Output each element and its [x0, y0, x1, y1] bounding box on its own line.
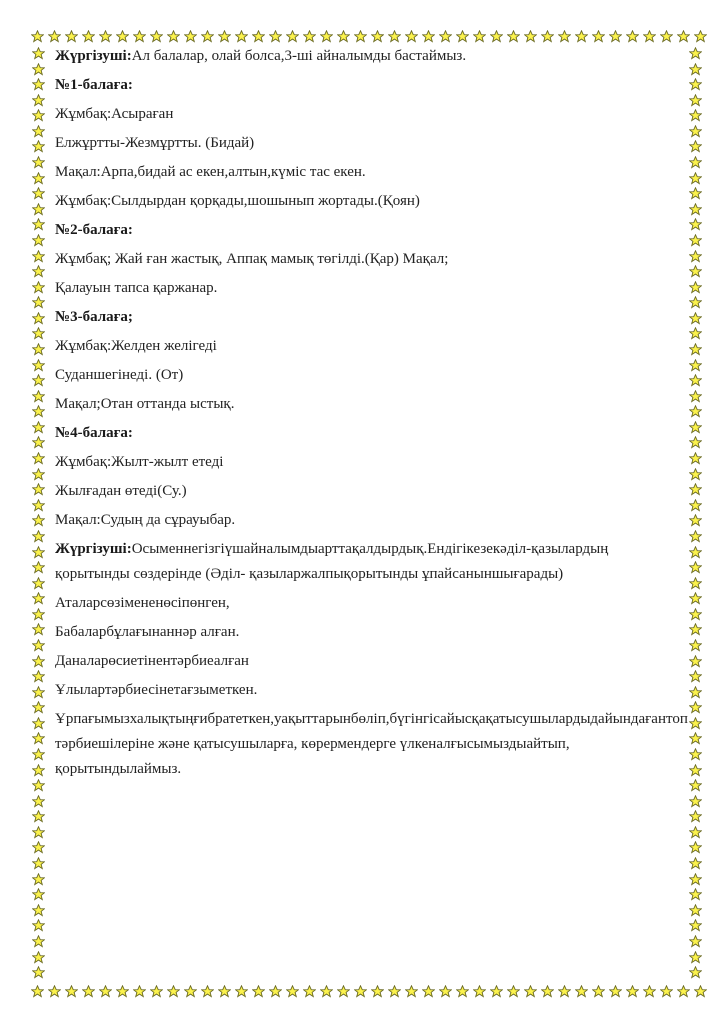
paragraph-bold: №2-балаға: [55, 222, 133, 238]
star-icon [456, 30, 469, 43]
star-icon [32, 203, 45, 216]
star-icon [32, 296, 45, 309]
star-icon [689, 405, 702, 418]
star-icon [689, 296, 702, 309]
star-icon [32, 686, 45, 699]
star-icon [32, 327, 45, 340]
star-icon [371, 985, 384, 998]
star-icon [32, 655, 45, 668]
star-icon [689, 94, 702, 107]
star-icon [405, 985, 418, 998]
star-icon [32, 172, 45, 185]
star-icon [558, 30, 571, 43]
star-icon [32, 919, 45, 932]
star-icon [32, 390, 45, 403]
star-icon [439, 985, 452, 998]
star-icon [689, 951, 702, 964]
star-icon [252, 30, 265, 43]
star-icon [116, 985, 129, 998]
star-icon [32, 374, 45, 387]
star-icon [32, 639, 45, 652]
star-icon [337, 985, 350, 998]
star-icon [32, 265, 45, 278]
star-icon [689, 888, 702, 901]
paragraph-text: Қалауын тапса қаржанар. [55, 280, 218, 296]
star-icon [32, 499, 45, 512]
star-icon [626, 30, 639, 43]
star-icon [32, 608, 45, 621]
paragraph-text: Мақал:Арпа,бидай ас екен,алтын,күміс тас екен. [55, 164, 366, 180]
star-icon [32, 312, 45, 325]
star-icon [184, 30, 197, 43]
star-icon [689, 436, 702, 449]
star-icon [689, 514, 702, 527]
star-icon [689, 623, 702, 636]
star-icon [32, 748, 45, 761]
paragraph [55, 421, 675, 446]
star-icon [689, 47, 702, 60]
star-icon [689, 670, 702, 683]
star-icon [689, 452, 702, 465]
star-icon [32, 935, 45, 948]
star-icon [31, 30, 44, 43]
star-icon [689, 374, 702, 387]
star-icon [32, 888, 45, 901]
paragraph [55, 620, 675, 645]
paragraph-text: Даналарөсиетінентәрбиеалған [55, 653, 249, 669]
star-icon [694, 985, 707, 998]
star-icon [32, 483, 45, 496]
star-icon [286, 985, 299, 998]
star-icon [32, 125, 45, 138]
paragraph-bold: №1-балаға: [55, 77, 133, 93]
star-icon [218, 30, 231, 43]
paragraph-text: Осыменнегізгіүшайналымдыарттақалдырдық.Ендігікезекәділ-қазылардың қорытынды сөздерінде (Әділ- қазыларжалпықорытынды ұпайсаныншығарады) [55, 541, 609, 582]
star-icon [677, 30, 690, 43]
paragraph-text: Жылғадан өтеді(Су.) [55, 483, 187, 499]
paragraph-bold: Жүргізуші: [55, 541, 132, 557]
star-icon [524, 985, 537, 998]
star-icon [689, 218, 702, 231]
star-icon [405, 30, 418, 43]
star-icon [689, 281, 702, 294]
star-icon [689, 359, 702, 372]
star-icon [65, 30, 78, 43]
star-icon [32, 841, 45, 854]
star-icon [201, 985, 214, 998]
star-icon [32, 951, 45, 964]
star-icon [689, 343, 702, 356]
star-icon [32, 623, 45, 636]
star-icon [32, 343, 45, 356]
star-icon [609, 985, 622, 998]
star-icon [150, 30, 163, 43]
paragraph-text: Жұмбақ:Желден желігеді [55, 338, 217, 354]
paragraph [55, 218, 675, 243]
star-icon [689, 732, 702, 745]
star-icon [689, 935, 702, 948]
star-icon [32, 732, 45, 745]
star-icon [689, 904, 702, 917]
star-icon [677, 985, 690, 998]
star-icon [337, 30, 350, 43]
star-icon [99, 985, 112, 998]
star-icon [689, 63, 702, 76]
star-icon [490, 30, 503, 43]
paragraph-text: Ұрпағымызхалықтыңғибратеткен,уақыттарынбөліп,бүгінгісайысқақатысушылардыдайындағантоп тәрбиешілеріне және қатысушыларға, көрермендерге үлкеналғысымыздыайтып, қорытындылаймыз. [55, 711, 688, 777]
star-icon [32, 514, 45, 527]
star-icon [150, 985, 163, 998]
star-icon [558, 985, 571, 998]
star-icon [689, 561, 702, 574]
star-icon [32, 94, 45, 107]
paragraph-text: Елжұртты-Жезмұртты. (Бидай) [55, 135, 255, 151]
paragraph [55, 649, 675, 674]
star-icon [354, 30, 367, 43]
star-icon [689, 78, 702, 91]
star-icon [269, 30, 282, 43]
star-icon [201, 30, 214, 43]
paragraph-text: Аталарсөзімененөсіпөнген, [55, 595, 230, 611]
star-icon [32, 140, 45, 153]
star-icon [609, 30, 622, 43]
star-icon [32, 452, 45, 465]
star-icon [32, 670, 45, 683]
star-icon [439, 30, 452, 43]
star-icon [32, 857, 45, 870]
star-icon [524, 30, 537, 43]
star-icon [541, 985, 554, 998]
star-icon [32, 234, 45, 247]
star-icon [32, 826, 45, 839]
paragraph-text: Ұлылартәрбиесінетағзыметкен. [55, 682, 258, 698]
star-icon [32, 47, 45, 60]
star-icon [689, 701, 702, 714]
star-icon [689, 919, 702, 932]
star-icon [592, 30, 605, 43]
paragraph [55, 247, 675, 272]
star-icon [689, 592, 702, 605]
star-icon [48, 30, 61, 43]
star-icon [32, 546, 45, 559]
star-icon [689, 779, 702, 792]
star-icon [82, 985, 95, 998]
star-icon [32, 156, 45, 169]
star-icon [388, 985, 401, 998]
star-icon [167, 985, 180, 998]
paragraph [55, 102, 675, 127]
star-icon [689, 873, 702, 886]
paragraph [55, 363, 675, 388]
paragraph-text: Жұмбақ:Жылт-жылт етеді [55, 454, 224, 470]
star-icon [32, 530, 45, 543]
star-icon [689, 686, 702, 699]
star-icon [48, 985, 61, 998]
paragraph [55, 189, 675, 214]
star-icon [388, 30, 401, 43]
star-icon [32, 218, 45, 231]
star-border-left [31, 47, 45, 980]
star-icon [235, 30, 248, 43]
paragraph [55, 707, 688, 782]
star-icon [689, 546, 702, 559]
paragraph-bold: №4-балаға: [55, 425, 133, 441]
paragraph-text: Суданшегінеді. (От) [55, 367, 184, 383]
star-icon [689, 826, 702, 839]
star-icon [32, 795, 45, 808]
star-icon [689, 390, 702, 403]
star-icon [592, 985, 605, 998]
star-icon [689, 608, 702, 621]
star-icon [32, 717, 45, 730]
star-icon [167, 30, 180, 43]
star-icon [490, 985, 503, 998]
paragraph-bold: №3-балаға; [55, 309, 133, 325]
star-icon [286, 30, 299, 43]
star-icon [303, 30, 316, 43]
star-icon [689, 841, 702, 854]
star-icon [32, 359, 45, 372]
star-icon [32, 78, 45, 91]
paragraph [55, 450, 675, 475]
paragraph-text: Жұмбақ; Жай ған жастық, Аппақ мамық төгілді.(Қар) Мақал; [55, 251, 449, 267]
star-icon [689, 421, 702, 434]
star-icon [689, 172, 702, 185]
star-icon [507, 985, 520, 998]
star-icon [269, 985, 282, 998]
paragraph [55, 131, 675, 156]
star-icon [507, 30, 520, 43]
star-icon [689, 966, 702, 979]
paragraph-text: Ал балалар, олай болса,3-ші айналымды бастаймыз. [131, 48, 467, 64]
star-icon [689, 530, 702, 543]
star-icon [473, 985, 486, 998]
star-icon [65, 985, 78, 998]
star-icon [116, 30, 129, 43]
star-icon [31, 985, 44, 998]
star-icon [694, 30, 707, 43]
star-icon [689, 795, 702, 808]
star-icon [133, 30, 146, 43]
star-icon [218, 985, 231, 998]
star-icon [32, 701, 45, 714]
star-icon [32, 561, 45, 574]
star-icon [32, 281, 45, 294]
star-icon [456, 985, 469, 998]
star-icon [32, 966, 45, 979]
paragraph [55, 276, 675, 301]
star-icon [689, 250, 702, 263]
star-icon [32, 187, 45, 200]
star-icon [689, 187, 702, 200]
star-icon [689, 140, 702, 153]
star-border-bottom [31, 984, 707, 998]
paragraph [55, 73, 675, 98]
star-icon [32, 421, 45, 434]
star-icon [689, 468, 702, 481]
star-icon [643, 985, 656, 998]
star-icon [689, 764, 702, 777]
star-icon [32, 405, 45, 418]
star-icon [689, 265, 702, 278]
star-icon [354, 985, 367, 998]
paragraph-text: Жұмбақ:Сылдырдан қорқады,шошынып жортады.(Қоян) [55, 193, 420, 209]
star-icon [689, 234, 702, 247]
star-icon [320, 30, 333, 43]
star-icon [133, 985, 146, 998]
star-icon [32, 764, 45, 777]
star-icon [689, 125, 702, 138]
star-icon [32, 873, 45, 886]
paragraph-text: Бабаларбұлағынаннәр алған. [55, 624, 240, 640]
star-icon [32, 592, 45, 605]
star-icon [320, 985, 333, 998]
paragraph [55, 334, 675, 359]
star-icon [689, 748, 702, 761]
star-icon [32, 436, 45, 449]
star-icon [626, 985, 639, 998]
star-icon [252, 985, 265, 998]
star-icon [32, 904, 45, 917]
paragraph-bold: Жүргізуші: [55, 48, 132, 64]
star-icon [371, 30, 384, 43]
star-icon [32, 109, 45, 122]
star-icon [82, 30, 95, 43]
paragraph [55, 678, 675, 703]
document-content [55, 44, 688, 786]
star-icon [689, 577, 702, 590]
star-border-top [31, 29, 707, 43]
paragraph [55, 305, 675, 330]
paragraph [55, 537, 675, 587]
star-icon [32, 810, 45, 823]
star-icon [689, 655, 702, 668]
star-border-right [688, 47, 702, 980]
star-icon [32, 779, 45, 792]
star-icon [575, 30, 588, 43]
star-icon [660, 985, 673, 998]
paragraph [55, 508, 675, 533]
star-icon [235, 985, 248, 998]
star-icon [689, 203, 702, 216]
star-icon [643, 30, 656, 43]
star-icon [689, 499, 702, 512]
star-icon [32, 577, 45, 590]
star-icon [689, 156, 702, 169]
paragraph-text: Мақал;Отан оттанда ыстық. [55, 396, 235, 412]
star-icon [303, 985, 316, 998]
star-icon [575, 985, 588, 998]
star-icon [660, 30, 673, 43]
star-icon [689, 312, 702, 325]
paragraph [55, 44, 675, 69]
paragraph [55, 160, 675, 185]
star-icon [689, 109, 702, 122]
star-icon [32, 63, 45, 76]
star-icon [689, 717, 702, 730]
star-icon [32, 468, 45, 481]
star-icon [541, 30, 554, 43]
star-icon [99, 30, 112, 43]
star-icon [689, 639, 702, 652]
star-icon [689, 483, 702, 496]
star-icon [422, 985, 435, 998]
star-icon [473, 30, 486, 43]
star-icon [689, 810, 702, 823]
star-icon [32, 250, 45, 263]
paragraph-text: Жұмбақ:Асыраған [55, 106, 174, 122]
star-icon [184, 985, 197, 998]
paragraph-text: Мақал:Судың да сұрауыбар. [55, 512, 236, 528]
paragraph [55, 392, 675, 417]
star-icon [689, 327, 702, 340]
star-icon [689, 857, 702, 870]
star-icon [422, 30, 435, 43]
paragraph [55, 479, 675, 504]
paragraph [55, 591, 675, 616]
